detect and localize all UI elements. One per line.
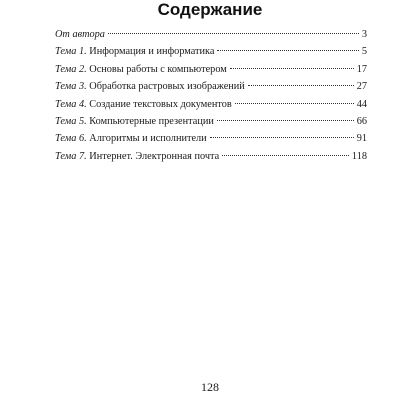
toc-entry-page: 17 (356, 63, 367, 75)
toc-entry-label (55, 61, 227, 78)
toc-entry-prefix: Тема 3. (55, 81, 87, 93)
toc-entry-topic-7 (55, 148, 367, 165)
toc-entry-topic-6 (55, 130, 367, 147)
toc-entry-prefix: Тема 1. (55, 46, 87, 58)
toc-entry-topic-3 (55, 78, 367, 95)
toc-entry-prefix: Тема 4. (55, 98, 87, 110)
toc-entry-foreword (55, 26, 367, 43)
toc-entry-prefix: Тема 2. (55, 63, 87, 75)
toc-entry-topic-4 (55, 96, 367, 113)
toc-entry-prefix: Тема 6. (55, 133, 87, 145)
page-title: Содержание (157, 0, 263, 19)
toc-entry-topic-1 (55, 43, 367, 60)
toc-entry-page: 91 (356, 133, 367, 145)
toc-entry-page: 27 (356, 81, 367, 93)
toc-entry-title: Обработка растровых изображений (86, 81, 245, 93)
toc-entry-prefix: Тема 5. (55, 115, 87, 127)
toc-entry-label (55, 113, 214, 130)
dot-leader (108, 33, 359, 34)
toc-entry-page: 44 (356, 98, 367, 110)
toc-entry-prefix: Тема 7. (55, 150, 87, 162)
toc-entry-title: Основы работы с компьютером (86, 63, 227, 75)
page-number: 128 (201, 380, 219, 394)
toc-entry-topic-2 (55, 61, 367, 78)
toc-entry-title: Информация и информатика (86, 46, 215, 58)
toc-entry-label (55, 130, 207, 147)
dot-leader (248, 85, 354, 86)
toc-entry-topic-5 (55, 113, 367, 130)
toc-entry-label (55, 78, 245, 95)
table-of-contents (55, 26, 367, 165)
toc-entry-prefix: От автора (55, 29, 105, 40)
toc-entry-page: 5 (361, 46, 367, 58)
dot-leader (210, 137, 354, 138)
dot-leader (217, 50, 358, 51)
toc-entry-label (55, 26, 105, 43)
toc-entry-page: 3 (361, 29, 367, 40)
dot-leader (230, 68, 354, 69)
toc-entry-title: Создание текстовых документов (86, 98, 232, 110)
dot-leader (222, 155, 349, 156)
toc-entry-label (55, 96, 232, 113)
toc-entry-label (55, 43, 214, 60)
toc-entry-title: Алгоритмы и исполнители (86, 133, 207, 145)
toc-entry-title: Интернет. Электронная почта (86, 150, 220, 162)
toc-entry-page: 118 (351, 150, 367, 162)
dot-leader (235, 103, 354, 104)
dot-leader (217, 120, 354, 121)
toc-entry-title: Компьютерные презентации (86, 115, 214, 127)
toc-entry-label (55, 148, 219, 165)
toc-entry-page: 66 (356, 115, 367, 127)
